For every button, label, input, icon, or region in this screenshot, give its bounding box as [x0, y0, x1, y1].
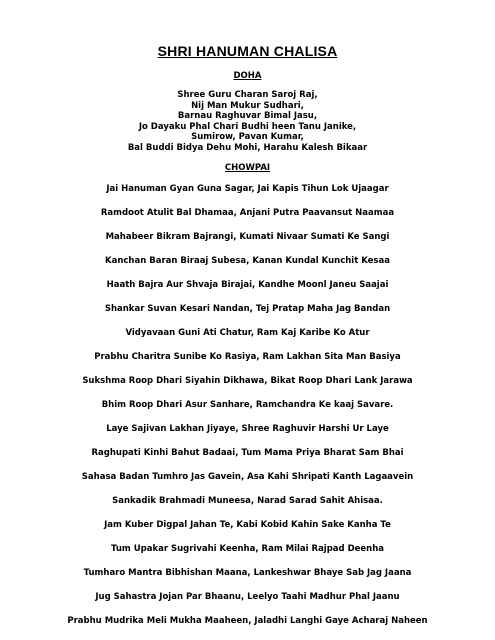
doha-block [0, 90, 495, 154]
chowpai-line: Haath Bajra Aur Shvaja Birajai, Kandhe Moonl Janeu Saajai [106, 280, 389, 290]
chowpai-line: Sukshma Roop Dhari Siyahin Dikhawa, Bikat Roop Dhari Lank Jarawa [82, 376, 413, 386]
document-title: SHRI HANUMAN CHALISA [157, 43, 338, 59]
doha-line: Bal Buddi Bidya Dehu Mohi, Harahu Kalesh Bikaar [127, 142, 368, 153]
chowpai-line: Tumharo Mantra Bibhishan Maana, Lankeshwar Bhaye Sab Jag Jaana [83, 568, 412, 578]
chowpai-line: Bhim Roop Dhari Asur Sanhare, Ramchandra Ke kaaj Savare. [101, 400, 394, 410]
chowpai-line: Jug Sahastra Jojan Par Bhaanu, Leelyo Taahi Madhur Phal Jaanu [95, 592, 400, 602]
chowpai-heading: CHOWPAI [224, 163, 271, 173]
chowpai-line: Tum Upakar Sugrivahi Keenha, Ram Milai Rajpad Deenha [110, 544, 385, 554]
chowpai-line: Prabhu Charitra Sunibe Ko Rasiya, Ram Lakhan Sita Man Basiya [94, 352, 401, 362]
doha-line: Shree Guru Charan Saroj Raj, [177, 90, 318, 100]
chowpai-line: Mahabeer Bikram Bajrangi, Kumati Nivaar Sumati Ke Sangi [105, 232, 390, 242]
chowpai-line: Sahasa Badan Tumhro Jas Gavein, Asa Kahi Shripati Kanth Lagaavein [81, 472, 414, 482]
doha-line: Nij Man Mukur Sudhari, [191, 100, 304, 111]
chowpai-line: Jai Hanuman Gyan Guna Sagar, Jai Kapis Tihun Lok Ujaagar [106, 184, 389, 194]
chowpai-line: Ramdoot Atulit Bal Dhamaa, Anjani Putra Paavansut Naamaa [100, 208, 395, 218]
chowpai-line: Prabhu Mudrika Meli Mukha Maaheen, Jaladhi Langhi Gaye Acharaj Naheen [67, 616, 428, 626]
chowpai-line: Jam Kuber Digpal Jahan Te, Kabi Kobid Kahin Sake Kanha Te [104, 520, 391, 530]
chowpai-line: Sankadik Brahmadi Muneesa, Narad Sarad Sahit Ahisaa. [112, 496, 383, 506]
chowpai-line: Kanchan Baran Biraaj Subesa, Kanan Kundal Kunchit Kesaa [105, 256, 390, 266]
doha-heading: DOHA [233, 71, 262, 81]
chowpai-line: Shankar Suvan Kesari Nandan, Tej Pratap Maha Jag Bandan [104, 304, 391, 314]
doha-line: Jo Dayaku Phal Chari Budhi heen Tanu Janike, [138, 121, 357, 132]
chowpai-line: Laye Sajivan Lakhan Jiyaye, Shree Raghuvir Harshi Ur Laye [106, 424, 389, 434]
chowpai-line: Vidyavaan Guni Ati Chatur, Ram Kaj Karibe Ko Atur [125, 328, 370, 338]
chowpai-line: Raghupati Kinhi Bahut Badaai, Tum Mama Priya Bharat Sam Bhai [91, 448, 404, 458]
doha-line: Sumirow, Pavan Kumar, [191, 132, 304, 143]
doha-line: Barnau Raghuvar Bimal Jasu, [177, 111, 318, 122]
